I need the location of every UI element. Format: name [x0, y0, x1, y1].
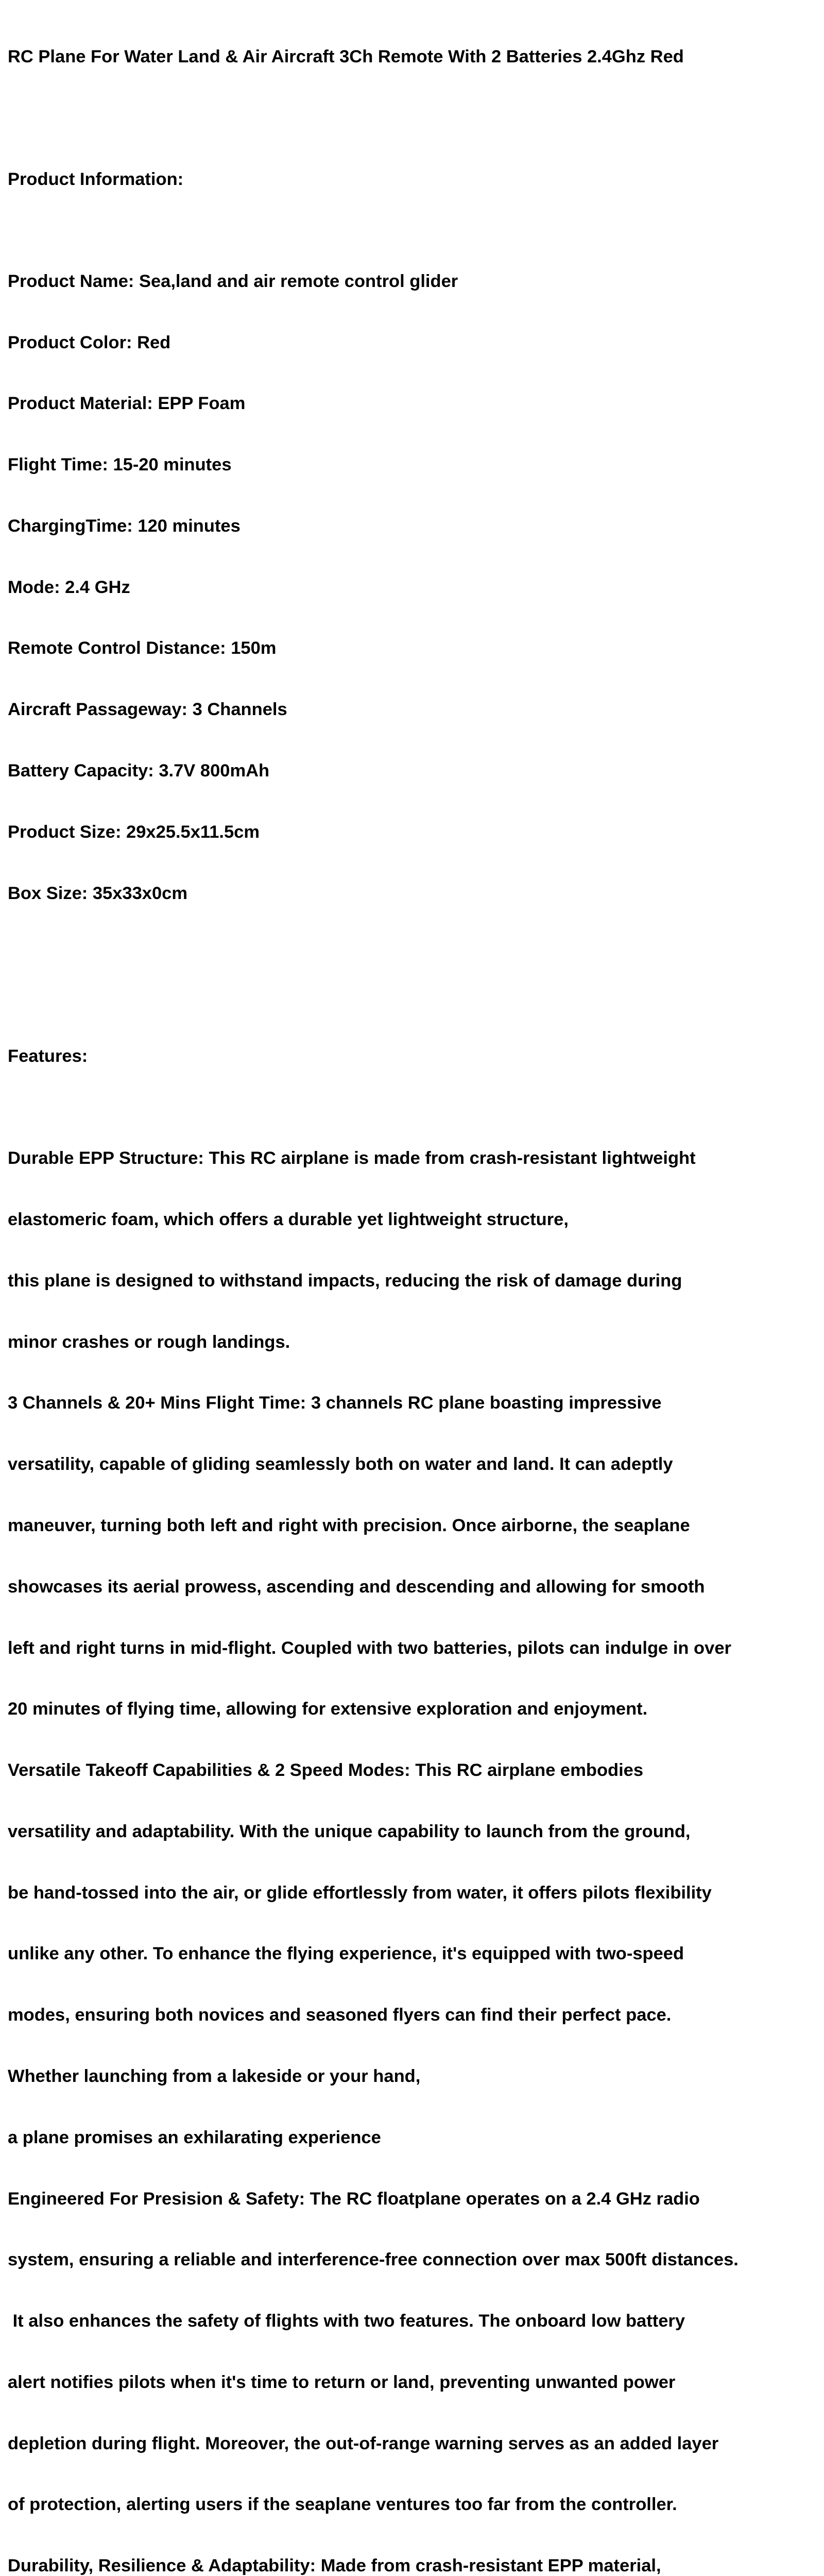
- product-description: [8, 6, 824, 2576]
- feature-line: alert notifies pilots when it's time to return or land, preventing unwanted power: [8, 2372, 676, 2392]
- feature-line: 3 Channels & 20+ Mins Flight Time: 3 channels RC plane boasting impressive: [8, 1393, 662, 1413]
- feature-line: minor crashes or rough landings.: [8, 1332, 290, 1352]
- product-info-line: Battery Capacity: 3.7V 800mAh: [8, 760, 270, 781]
- product-info-line: Remote Control Distance: 150m: [8, 638, 277, 658]
- product-info-line: Product Material: EPP Foam: [8, 394, 246, 414]
- product-info-heading: Product Information:: [8, 169, 184, 189]
- feature-line: Durability, Resilience & Adaptability: Made from crash-resistant EPP material,: [8, 2556, 661, 2576]
- product-info-line: Aircraft Passageway: 3 Channels: [8, 700, 287, 720]
- feature-line: It also enhances the safety of flights with two features. The onboard low battery: [8, 2311, 685, 2331]
- feature-line: be hand-tossed into the air, or glide effortlessly from water, it offers pilots flexibility: [8, 1883, 712, 1903]
- product-info-line: Product Name: Sea,land and air remote control glider: [8, 271, 458, 291]
- feature-line: Engineered For Presision & Safety: The RC floatplane operates on a 2.4 GHz radio: [8, 2189, 700, 2209]
- feature-line: system, ensuring a reliable and interference-free connection over max 500ft distances.: [8, 2250, 739, 2270]
- feature-line: Whether launching from a lakeside or your hand,: [8, 2066, 421, 2086]
- feature-line: Versatile Takeoff Capabilities & 2 Speed Modes: This RC airplane embodies: [8, 1760, 644, 1781]
- spacer: [8, 986, 824, 1006]
- feature-line: versatility, capable of gliding seamlessly both on water and land. It can adeptly: [8, 1454, 673, 1475]
- feature-line: versatility and adaptability. With the unique capability to launch from the ground,: [8, 1821, 691, 1841]
- feature-line: showcases its aerial prowess, ascending and descending and allowing for smooth: [8, 1577, 705, 1597]
- feature-line: elastomeric foam, which offers a durable yet lightweight structure,: [8, 1210, 569, 1230]
- feature-line: modes, ensuring both novices and seasoned flyers can find their perfect pace.: [8, 2005, 672, 2025]
- product-info-line: Box Size: 35x33x0cm: [8, 883, 188, 903]
- feature-line: Durable EPP Structure: This RC airplane is made from crash-resistant lightweight: [8, 1148, 696, 1168]
- product-info-line: Flight Time: 15-20 minutes: [8, 455, 232, 475]
- feature-line: depletion during flight. Moreover, the out-of-range warning serves as an added layer: [8, 2433, 719, 2453]
- product-info-list: [8, 231, 824, 945]
- feature-line: left and right turns in mid-flight. Coupled with two batteries, pilots can indulge in over: [8, 1638, 731, 1658]
- spacer: [8, 108, 824, 129]
- feature-line: a plane promises an exhilarating experience: [8, 2127, 381, 2147]
- features-text: [8, 1108, 824, 2576]
- feature-line: of protection, alerting users if the seaplane ventures too far from the controller.: [8, 2495, 677, 2515]
- feature-line: 20 minutes of flying time, allowing for extensive exploration and enjoyment.: [8, 1699, 648, 1719]
- product-title: RC Plane For Water Land & Air Aircraft 3Ch Remote With 2 Batteries 2.4Ghz Red: [8, 47, 684, 67]
- features-heading: Features:: [8, 1046, 88, 1066]
- feature-line: unlike any other. To enhance the flying experience, it's equipped with two-speed: [8, 1944, 684, 1964]
- product-info-line: Product Color: Red: [8, 332, 171, 352]
- feature-line: this plane is designed to withstand impacts, reducing the risk of damage during: [8, 1270, 682, 1291]
- product-info-line: ChargingTime: 120 minutes: [8, 516, 241, 536]
- product-info-line: Mode: 2.4 GHz: [8, 577, 130, 597]
- feature-line: maneuver, turning both left and right with precision. Once airborne, the seaplane: [8, 1515, 690, 1535]
- product-info-line: Product Size: 29x25.5x11.5cm: [8, 822, 260, 842]
